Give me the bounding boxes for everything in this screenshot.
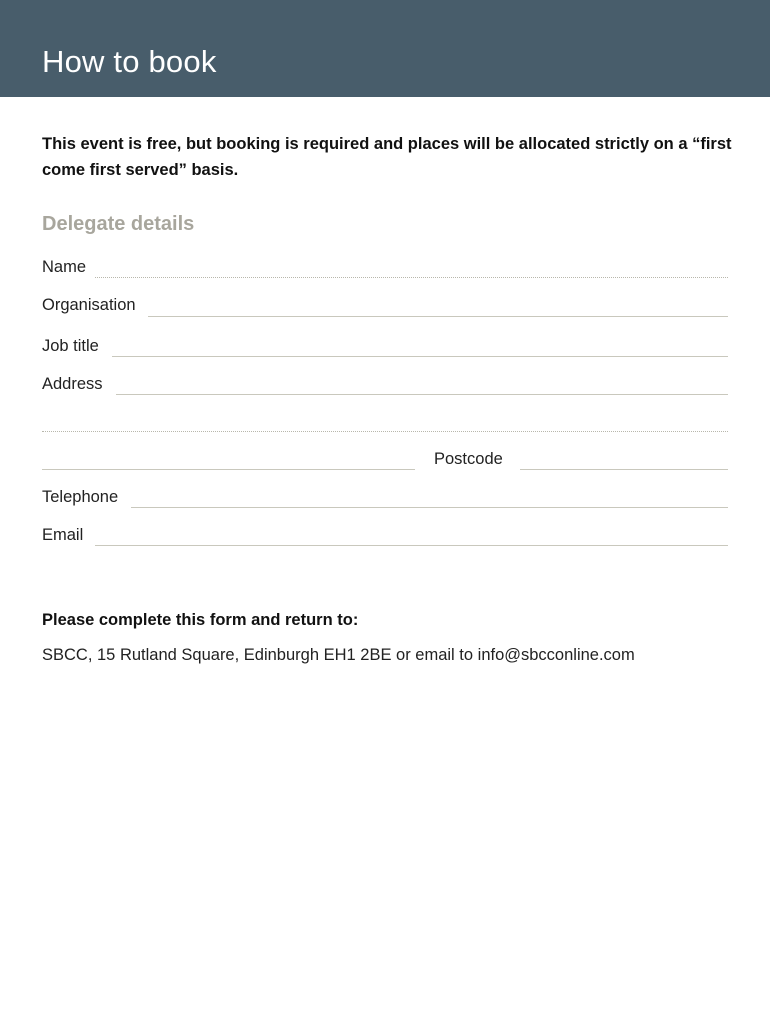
postcode-field[interactable] bbox=[520, 469, 728, 470]
email-label: Email bbox=[42, 526, 84, 544]
telephone-field[interactable] bbox=[131, 507, 728, 508]
return-heading: Please complete this form and return to: bbox=[42, 611, 359, 629]
telephone-label: Telephone bbox=[42, 488, 119, 506]
address-field-line-2[interactable] bbox=[42, 431, 728, 432]
email-field[interactable] bbox=[95, 545, 728, 546]
job-title-field[interactable] bbox=[112, 356, 728, 357]
address-field-line-3[interactable] bbox=[42, 469, 415, 470]
return-address: SBCC, 15 Rutland Square, Edinburgh EH1 2BE or email to info@sbcconline.com bbox=[42, 646, 635, 664]
job-title-label: Job title bbox=[42, 337, 99, 355]
name-field[interactable] bbox=[95, 277, 728, 278]
delegate-details-heading: Delegate details bbox=[42, 213, 195, 235]
page-header bbox=[0, 0, 770, 97]
address-label: Address bbox=[42, 375, 103, 393]
address-field-line-1[interactable] bbox=[116, 394, 728, 395]
organisation-label: Organisation bbox=[42, 296, 136, 314]
page-title: How to book bbox=[42, 44, 217, 79]
name-label: Name bbox=[42, 258, 87, 276]
organisation-field[interactable] bbox=[148, 316, 728, 317]
intro-text: This event is free, but booking is required and places will be allocated strictly on a “first come first served” basis. bbox=[42, 135, 732, 179]
postcode-label: Postcode bbox=[434, 450, 503, 468]
